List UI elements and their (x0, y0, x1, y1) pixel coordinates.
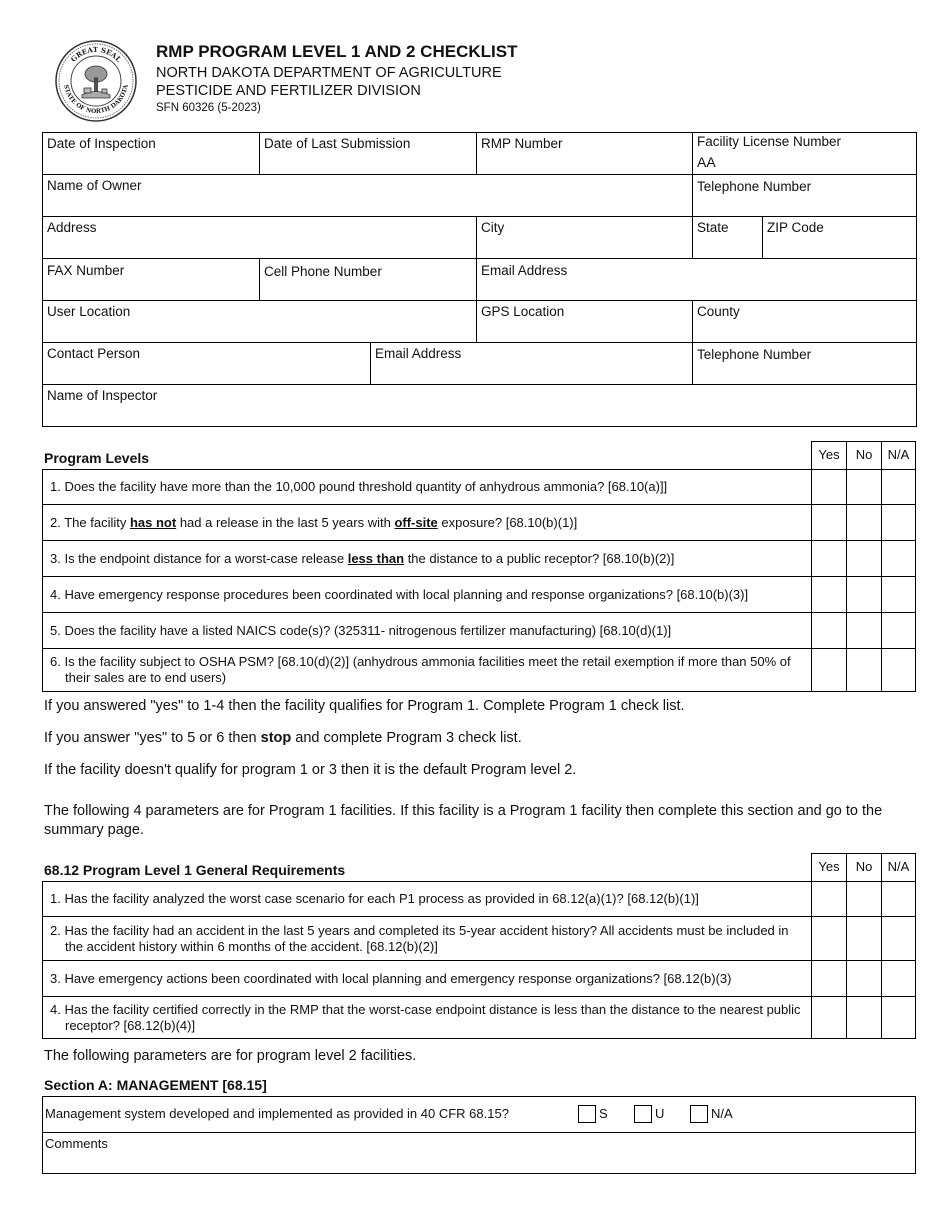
contact-telephone-label: Telephone Number (697, 347, 812, 362)
rmp-number-field[interactable] (477, 133, 693, 175)
level1-question-4 (42, 996, 916, 1039)
no-checkbox[interactable] (846, 541, 881, 576)
instruction-program-1-params: The following 4 parameters are for Program 1 facilities. If this facility is a Program 1 facility then complete this section and go to the summary page. (44, 803, 883, 838)
city-field[interactable] (477, 217, 693, 259)
program-level-question-6 (42, 648, 916, 692)
level1-question-2 (42, 916, 916, 960)
no-checkbox[interactable] (846, 961, 881, 996)
question-text: 1. Has the facility analyzed the worst case scenario for each P1 process as provided in 68.12(a)(1)? [68.12(b)(1)] (50, 891, 699, 906)
no-column-header: No (846, 853, 881, 881)
email-address-label: Email Address (481, 263, 568, 278)
question-text: 3. Have emergency actions been coordinated with local planning and emergency response organizations? [68.12(b)(3) (50, 970, 732, 986)
na-checkbox[interactable] (881, 917, 916, 960)
na-checkbox[interactable] (881, 470, 916, 504)
address-label: Address (47, 220, 97, 235)
not-applicable-checkbox[interactable] (690, 1105, 708, 1123)
comments-field[interactable] (43, 1133, 915, 1173)
program-level-question-3 (42, 540, 916, 576)
level1-question-1 (42, 881, 916, 916)
rmp-number-label: RMP Number (481, 136, 563, 151)
na-checkbox[interactable] (881, 541, 916, 576)
comments-label: Comments (45, 1136, 108, 1151)
owner-name-label: Name of Owner (47, 178, 142, 193)
yes-checkbox[interactable] (811, 470, 846, 504)
program-level-question-1 (42, 469, 916, 504)
owner-telephone-field[interactable] (693, 175, 917, 217)
contact-person-label: Contact Person (47, 346, 141, 361)
yes-checkbox[interactable] (811, 649, 846, 691)
contact-email-field[interactable] (371, 343, 693, 385)
zip-code-label: ZIP Code (767, 220, 824, 235)
fax-number-field[interactable] (43, 259, 260, 301)
na-column-header: N/A (881, 441, 916, 469)
no-checkbox[interactable] (846, 470, 881, 504)
na-checkbox[interactable] (881, 882, 916, 916)
yes-column-header: Yes (811, 853, 846, 881)
contact-person-field[interactable] (43, 343, 371, 385)
cell-phone-field[interactable] (260, 259, 477, 301)
yes-checkbox[interactable] (811, 613, 846, 648)
zip-code-field[interactable] (763, 217, 917, 259)
facility-info-grid (42, 132, 917, 427)
na-column-header: N/A (881, 853, 916, 881)
yes-checkbox[interactable] (811, 882, 846, 916)
contact-email-label: Email Address (375, 346, 462, 361)
question-text: 1. Does the facility have more than the 10,000 pound threshold quantity of anhydrous ammonia? [68.10(a)]] (50, 479, 668, 494)
yes-checkbox[interactable] (811, 997, 846, 1038)
not-applicable-label: N/A (711, 1106, 733, 1121)
facility-license-number-label: Facility License Number (697, 134, 842, 149)
date-of-inspection-field[interactable] (43, 133, 260, 175)
program-level-question-2 (42, 504, 916, 540)
date-of-inspection-label: Date of Inspection (47, 136, 156, 151)
user-location-label: User Location (47, 304, 131, 319)
svg-text:GREAT SEAL (69, 45, 124, 64)
contact-telephone-field[interactable] (693, 343, 917, 385)
yes-checkbox[interactable] (811, 961, 846, 996)
no-column-header: No (846, 441, 881, 469)
date-of-last-submission-field[interactable] (260, 133, 477, 175)
management-question: Management system developed and implemented as provided in 40 CFR 68.15? (45, 1106, 509, 1121)
na-checkbox[interactable] (881, 577, 916, 612)
question-text: 2. Has the facility had an accident in the last 5 years and completed its 5-year accident history? All accidents must be included in the accident history within 6 months of the accident. [68.12(b)(2)] (50, 922, 789, 954)
no-checkbox[interactable] (846, 882, 881, 916)
na-checkbox[interactable] (881, 505, 916, 540)
inspector-name-field[interactable] (43, 385, 917, 427)
level1-title: 68.12 Program Level 1 General Requirements (44, 862, 346, 878)
question-text: 6. Is the facility subject to OSHA PSM? [68.10(d)(2)] (anhydrous ammonia facilities meet the retail exemption if more than 50% of their sales are to end users) (50, 654, 791, 685)
level2-intro: The following parameters are for program level 2 facilities. (44, 1048, 417, 1064)
user-location-field[interactable] (43, 301, 477, 343)
division-name: PESTICIDE AND FERTILIZER DIVISION (156, 83, 421, 99)
owner-name-field[interactable] (43, 175, 693, 217)
program-levels-title: Program Levels (44, 450, 150, 466)
yes-column-header: Yes (811, 441, 846, 469)
satisfactory-checkbox[interactable] (578, 1105, 596, 1123)
form-title: RMP PROGRAM LEVEL 1 AND 2 CHECKLIST (156, 42, 518, 61)
instruction-program-3: If you answer "yes" to 5 or 6 then stop and complete Program 3 check list. (44, 730, 522, 746)
unsatisfactory-checkbox[interactable] (634, 1105, 652, 1123)
question-text: 3. Is the endpoint distance for a worst-case release less than the distance to a public receptor? [68.10(b)(2)] (50, 550, 675, 566)
question-text: 4. Has the facility certified correctly in the RMP that the worst-case endpoint distance is less than the distance to the nearest public receptor? [68.12(b)(4)] (50, 1001, 801, 1033)
na-checkbox[interactable] (881, 961, 916, 996)
no-checkbox[interactable] (846, 613, 881, 648)
owner-telephone-label: Telephone Number (697, 179, 812, 194)
level1-question-3 (42, 960, 916, 996)
question-text: 5. Does the facility have a listed NAICS code(s)? (325311- nitrogenous fertilizer manufacturing) [68.10(d)(1)] (50, 622, 672, 638)
department-name: NORTH DAKOTA DEPARTMENT OF AGRICULTURE (156, 65, 502, 81)
email-address-field[interactable] (477, 259, 917, 301)
county-field[interactable] (693, 301, 917, 343)
instruction-default-program-2: If the facility doesn't qualify for program 1 or 3 then it is the default Program level 2. (44, 762, 577, 778)
date-of-last-submission-label: Date of Last Submission (264, 136, 411, 151)
program-level-question-4 (42, 576, 916, 612)
address-field[interactable] (43, 217, 477, 259)
facility-license-number-field[interactable] (693, 133, 917, 175)
state-field[interactable] (693, 217, 763, 259)
no-checkbox[interactable] (846, 577, 881, 612)
instruction-program-1: If you answered "yes" to 1-4 then the facility qualifies for Program 1. Complete Program 1 check list. (44, 698, 685, 714)
facility-license-number-value[interactable]: AA (697, 154, 716, 170)
city-label: City (481, 220, 505, 235)
question-text: 2. The facility has not had a release in the last 5 years with off-site exposure? [68.10(b)(1)] (50, 514, 578, 530)
section-a-title: Section A: MANAGEMENT [68.15] (44, 1077, 267, 1093)
yes-checkbox[interactable] (811, 541, 846, 576)
state-seal-logo (55, 40, 137, 122)
no-checkbox[interactable] (846, 997, 881, 1038)
na-checkbox[interactable] (881, 649, 916, 691)
seal-bottom-text: STATE OF NORTH DAKOTA (62, 84, 130, 116)
seal-top-text: GREAT SEAL (68, 44, 124, 64)
inspector-name-label: Name of Inspector (47, 388, 158, 403)
program-level-question-5 (42, 612, 916, 648)
fax-number-label: FAX Number (47, 263, 125, 278)
na-checkbox[interactable] (881, 613, 916, 648)
satisfactory-label: S (599, 1106, 608, 1121)
yes-checkbox[interactable] (811, 577, 846, 612)
management-section (42, 1096, 916, 1174)
level1-requirements-table (42, 853, 916, 1039)
yes-checkbox[interactable] (811, 505, 846, 540)
gps-location-field[interactable] (477, 301, 693, 343)
unsatisfactory-label: U (655, 1106, 665, 1121)
no-checkbox[interactable] (846, 649, 881, 691)
program-levels-table (42, 441, 916, 692)
no-checkbox[interactable] (846, 917, 881, 960)
form-number: SFN 60326 (5-2023) (156, 102, 261, 114)
question-text: 4. Have emergency response procedures been coordinated with local planning and response organizations? [68.10(b)(3)] (50, 586, 749, 602)
gps-location-label: GPS Location (481, 304, 565, 319)
state-label: State (697, 220, 729, 235)
yes-checkbox[interactable] (811, 917, 846, 960)
no-checkbox[interactable] (846, 505, 881, 540)
cell-phone-label: Cell Phone Number (264, 264, 382, 279)
na-checkbox[interactable] (881, 997, 916, 1038)
county-label: County (697, 304, 740, 319)
